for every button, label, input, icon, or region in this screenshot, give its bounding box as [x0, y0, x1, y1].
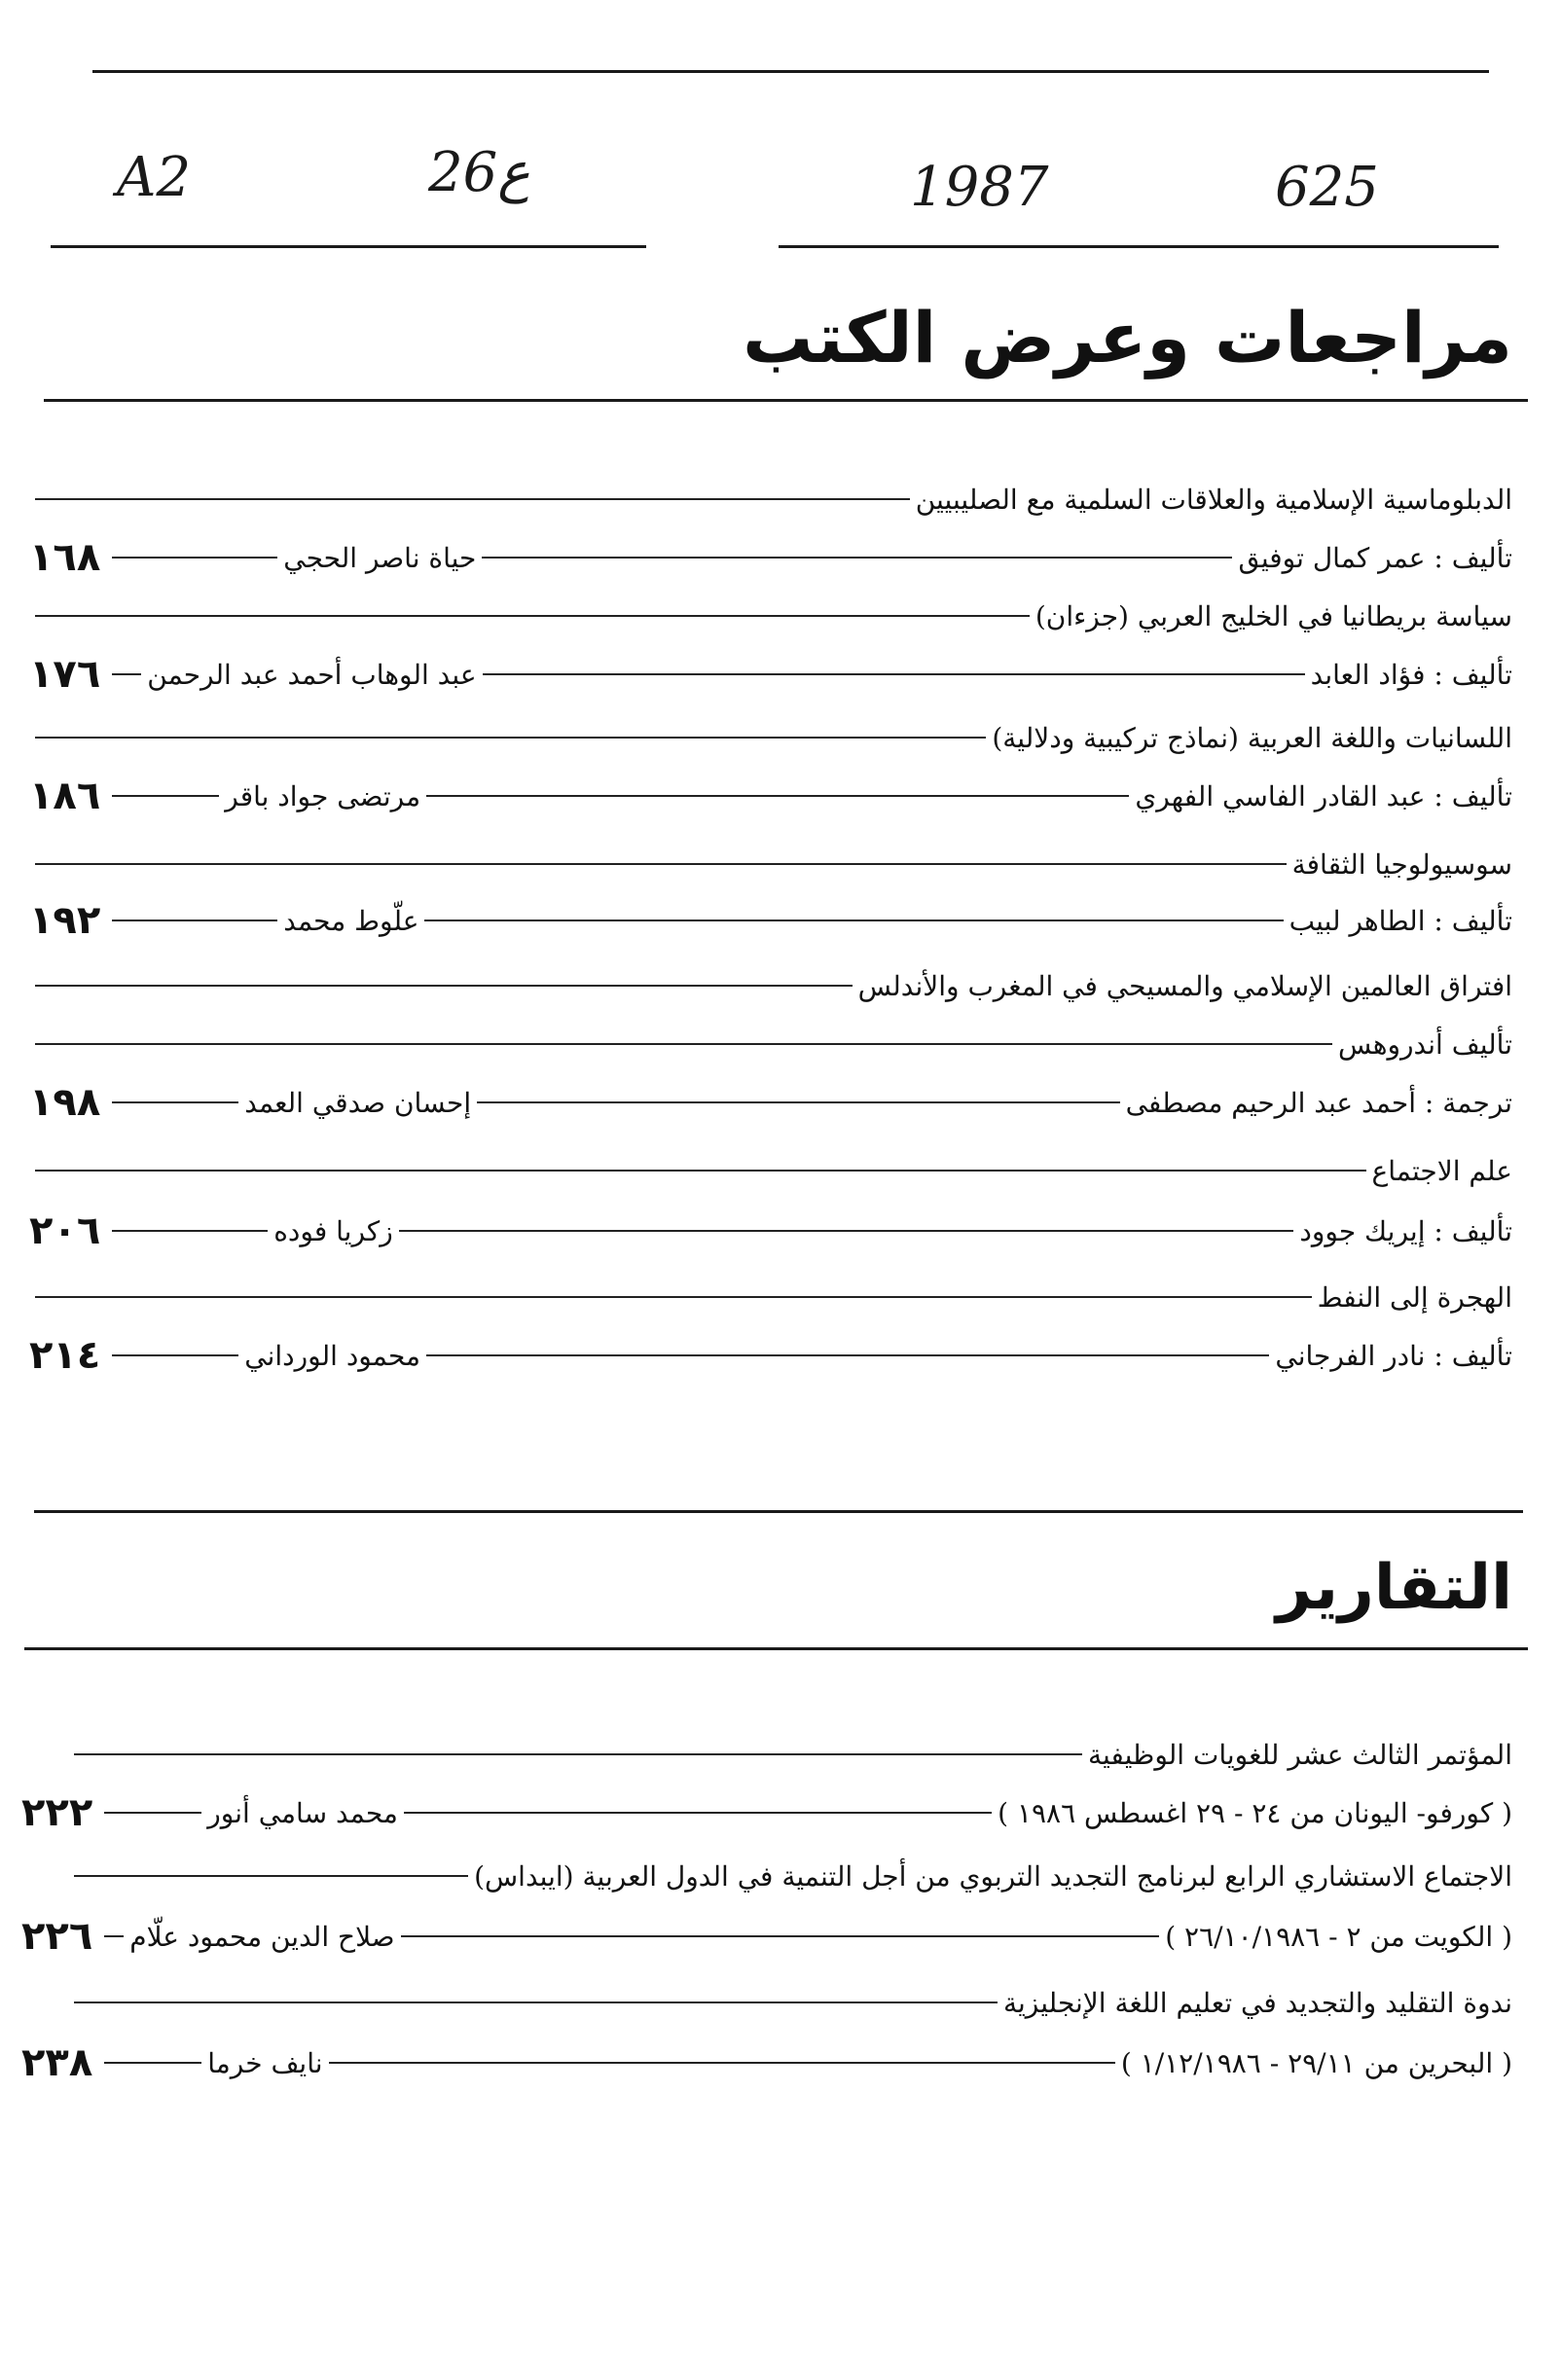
review-author: تأليف أندروهس	[1338, 1028, 1512, 1061]
review-reviewer: حياة ناصر الحجي	[283, 541, 477, 574]
reviews-title-rule	[44, 399, 1528, 402]
review-7-title-row	[29, 1270, 1512, 1324]
review-7-author-row	[29, 1328, 1512, 1383]
review-page: ١٧٦	[29, 652, 101, 697]
review-reviewer: عبد الوهاب أحمد عبد الرحمن	[147, 658, 477, 691]
review-title: علم الاجتماع	[1371, 1154, 1512, 1187]
review-1-author-row	[29, 530, 1512, 585]
review-3-title-row	[29, 710, 1512, 765]
review-5-title-row	[29, 958, 1512, 1013]
handwritten-mark-3: 1987	[910, 156, 1049, 219]
report-page: ٢٢٦	[21, 1914, 93, 1959]
review-title: سياسة بريطانيا في الخليج العربي (جزءان)	[1035, 599, 1512, 632]
review-reviewer: إحسان صدقي العمد	[244, 1086, 472, 1119]
report-page: ٢٢٢	[21, 1790, 93, 1835]
review-4-author-row	[29, 893, 1512, 948]
header-rule-right	[779, 245, 1499, 248]
report-page: ٢٣٨	[21, 2040, 93, 2085]
review-2-title-row	[29, 589, 1512, 643]
report-2-title-row	[68, 1849, 1512, 1903]
review-6-title-row	[29, 1143, 1512, 1198]
handwritten-mark-2: 26ع	[428, 141, 530, 204]
review-2-author-row	[29, 647, 1512, 702]
report-1-title-row	[68, 1727, 1512, 1782]
review-4-title-row	[29, 837, 1512, 891]
review-page: ١٨٦	[29, 774, 101, 818]
review-translator: ترجمة : أحمد عبد الرحيم مصطفى	[1125, 1086, 1512, 1119]
review-author: تأليف : نادر الفرجاني	[1275, 1339, 1512, 1372]
report-3-detail-row	[21, 2036, 1512, 2090]
review-title: افتراق العالمين الإسلامي والمسيحي في المغرب والأندلس	[857, 969, 1512, 1002]
review-1-title-row	[29, 472, 1512, 526]
review-author: تأليف : عبد القادر الفاسي الفهري	[1135, 779, 1512, 812]
review-title: سوسيولوجيا الثقافة	[1291, 847, 1512, 881]
report-detail: ( الكويت من ٢ - ٢٦/١٠/١٩٨٦ )	[1165, 1920, 1512, 1953]
review-reviewer: علّوط محمد	[283, 904, 419, 937]
report-reviewer: نايف خرما	[207, 2046, 323, 2079]
top-rule	[92, 70, 1489, 73]
reports-title: التقارير	[1276, 1552, 1512, 1624]
review-page: ١٩٢	[29, 898, 101, 943]
report-title: الاجتماع الاستشاري الرابع لبرنامج التجديد التربوي من أجل التنمية في الدول العربية (ايبداس)	[474, 1859, 1512, 1893]
review-page: ٢١٤	[29, 1333, 101, 1378]
review-author: تأليف : عمر كمال توفيق	[1238, 541, 1512, 574]
review-title: اللسانيات واللغة العربية (نماذج تركيبية ودلالية)	[992, 721, 1512, 754]
report-title: ندوة التقليد والتجديد في تعليم اللغة الإنجليزية	[1002, 1986, 1512, 2019]
review-reviewer: مرتضى جواد باقر	[225, 779, 421, 812]
report-2-detail-row	[21, 1909, 1512, 1964]
review-author: تأليف : فؤاد العابد	[1310, 658, 1512, 691]
report-detail: ( كورفو- اليونان من ٢٤ - ٢٩ اغسطس ١٩٨٦ )	[998, 1796, 1512, 1829]
review-page: ١٩٨	[29, 1080, 101, 1125]
reports-title-rule	[24, 1647, 1528, 1650]
header-rule-left	[51, 245, 646, 248]
reviews-title: مراجعات وعرض الكتب	[743, 297, 1512, 379]
review-title: الهجرة إلى النفط	[1317, 1280, 1512, 1314]
review-page: ١٦٨	[29, 535, 101, 580]
handwritten-mark-1: A2	[117, 146, 192, 209]
report-reviewer: صلاح الدين محمود علّام	[129, 1920, 395, 1953]
review-reviewer: زكريا فوده	[273, 1214, 393, 1247]
review-3-author-row	[29, 769, 1512, 823]
review-title: الدبلوماسية الإسلامية والعلاقات السلمية مع الصليبيين	[915, 483, 1512, 516]
review-author: تأليف : إيريك جوود	[1299, 1214, 1512, 1247]
review-5-author-row	[29, 1017, 1512, 1071]
report-1-detail-row	[21, 1785, 1512, 1840]
report-title: المؤتمر الثالث عشر للغويات الوظيفية	[1087, 1738, 1512, 1771]
review-6-author-row	[29, 1204, 1512, 1258]
reports-top-rule	[34, 1510, 1523, 1513]
handwritten-mark-4: 625	[1275, 156, 1379, 219]
report-3-title-row	[68, 1975, 1512, 2030]
review-author: تأليف : الطاهر لبيب	[1289, 904, 1512, 937]
review-page: ٢٠٦	[29, 1208, 101, 1253]
review-reviewer: محمود الورداني	[244, 1339, 421, 1372]
review-5-translator-row	[29, 1075, 1512, 1130]
report-reviewer: محمد سامي أنور	[207, 1796, 398, 1829]
report-detail: ( البحرين من ٢٩/١١ - ١/١٢/١٩٨٦ )	[1120, 2046, 1512, 2079]
